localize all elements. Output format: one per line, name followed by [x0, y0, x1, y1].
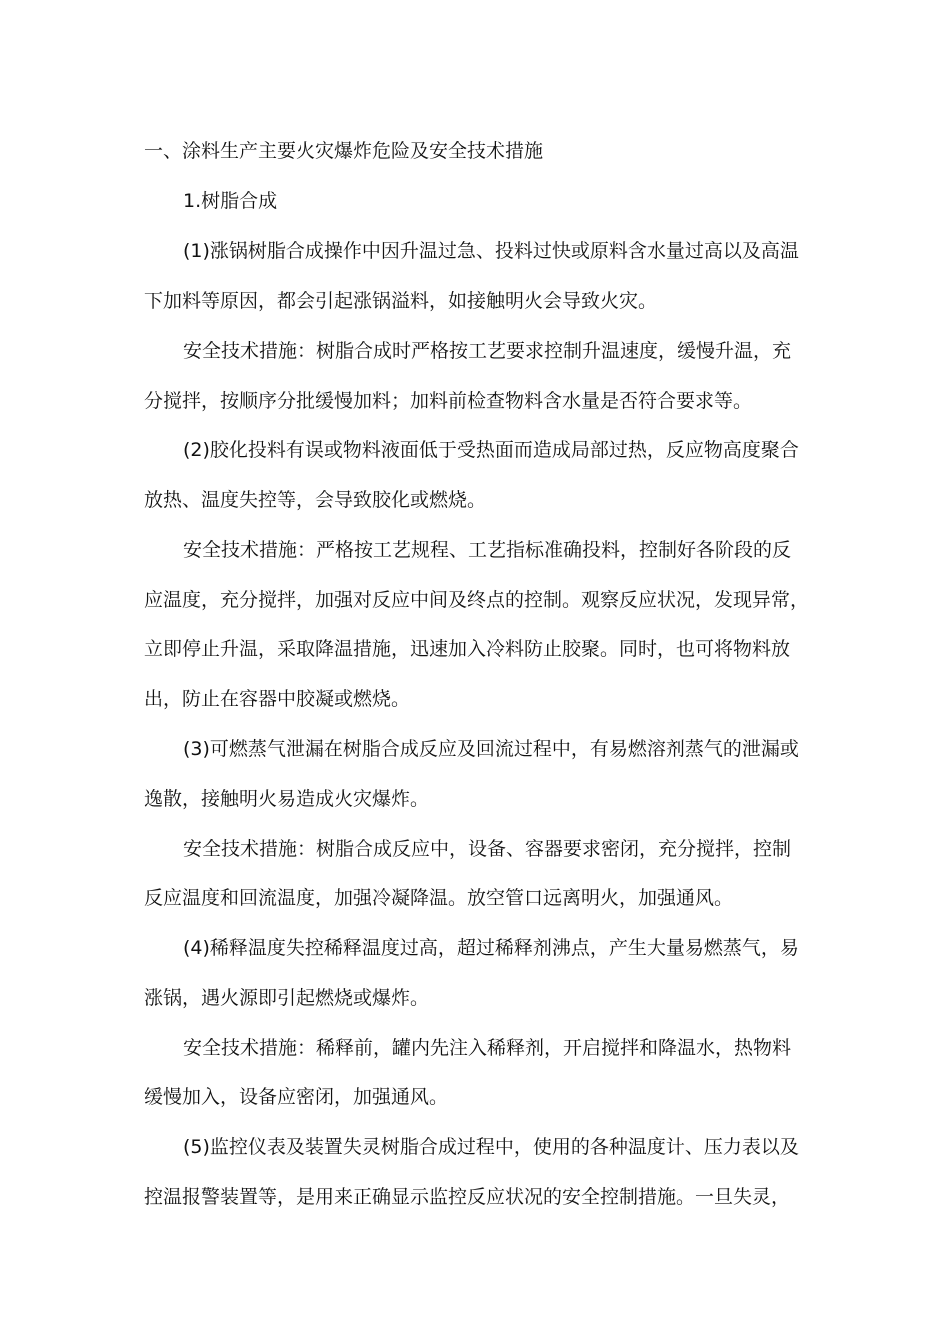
paragraph-line: (2)胶化投料有误或物料液面低于受热面而造成局部过热，反应物高度聚合 [183, 439, 799, 461]
paragraph-line: 分搅拌，按顺序分批缓慢加料；加料前检查物料含水量是否符合要求等。 [144, 390, 753, 412]
paragraph-line: 涨锅，遇火源即引起燃烧或爆炸。 [144, 987, 430, 1009]
paragraph-line: 放热、温度失控等，会导致胶化或燃烧。 [144, 489, 487, 511]
paragraph-line: 安全技术措施：树脂合成反应中，设备、容器要求密闭，充分搅拌，控制 [183, 838, 792, 860]
paragraph-line: 出，防止在容器中胶凝或燃烧。 [144, 688, 411, 710]
paragraph-line: (3)可燃蒸气泄漏在树脂合成反应及回流过程中，有易燃溶剂蒸气的泄漏或 [183, 738, 799, 760]
paragraph-line: (5)监控仪表及装置失灵树脂合成过程中，使用的各种温度计、压力表以及 [183, 1136, 799, 1158]
paragraph-line: 缓慢加入，设备应密闭，加强通风。 [144, 1086, 449, 1108]
paragraph-line: 控温报警装置等，是用来正确显示监控反应状况的安全控制措施。一旦失灵， [144, 1186, 791, 1208]
subsection-heading: 1.树脂合成 [183, 190, 278, 212]
paragraph-line: 逸散，接触明火易造成火灾爆炸。 [144, 788, 430, 810]
paragraph-line: 安全技术措施：严格按工艺规程、工艺指标准确投料，控制好各阶段的反 [183, 539, 792, 561]
paragraph-line: 安全技术措施：稀释前，罐内先注入稀释剂，开启搅拌和降温水，热物料 [183, 1037, 792, 1059]
paragraph-line: 反应温度和回流温度，加强冷凝降温。放空管口远离明火，加强通风。 [144, 887, 734, 909]
paragraph-line: 安全技术措施：树脂合成时严格按工艺要求控制升温速度，缓慢升温，充 [183, 340, 792, 362]
paragraph-line: (1)涨锅树脂合成操作中因升温过急、投料过快或原料含水量过高以及高温 [183, 240, 799, 262]
paragraph-line: 下加料等原因，都会引起涨锅溢料，如接触明火会导致火灾。 [144, 290, 658, 312]
paragraph-line: (4)稀释温度失控稀释温度过高，超过稀释剂沸点，产生大量易燃蒸气，易 [183, 937, 799, 959]
paragraph-line: 应温度，充分搅拌，加强对反应中间及终点的控制。观察反应状况，发现异常， [144, 589, 810, 611]
section-heading: 一、涂料生产主要火灾爆炸危险及安全技术措施 [144, 140, 544, 162]
paragraph-line: 立即停止升温，采取降温措施，迅速加入冷料防止胶聚。同时，也可将物料放 [144, 638, 791, 660]
